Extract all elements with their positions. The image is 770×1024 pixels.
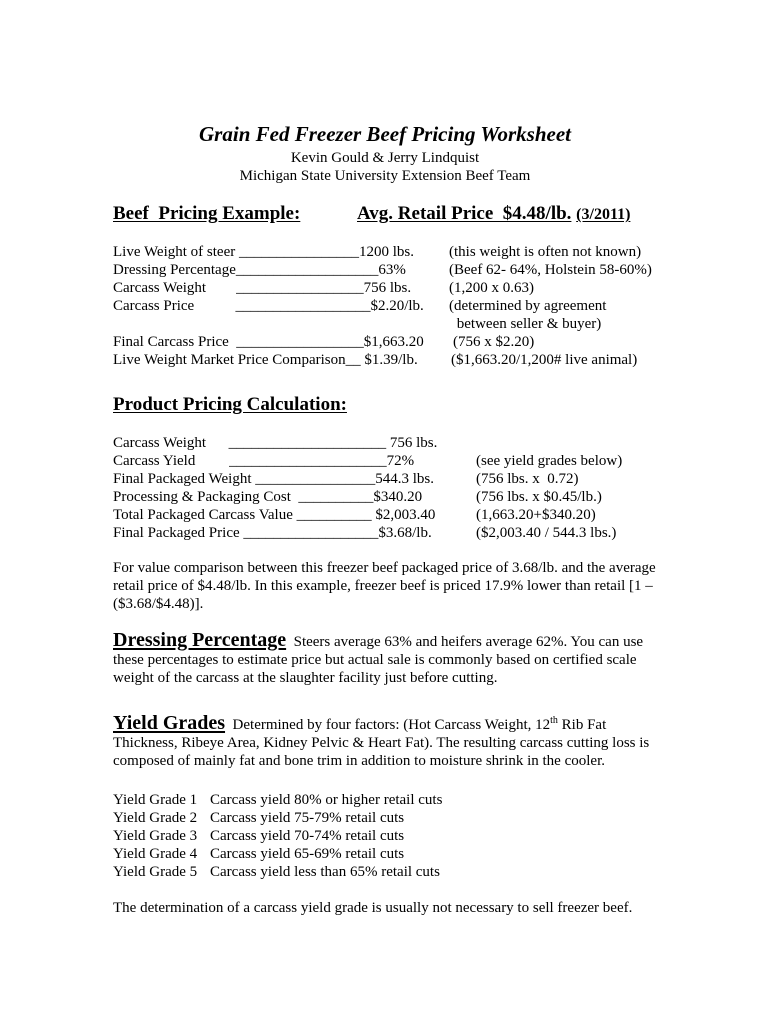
product-row-label: Final Packaged Price __________________$3.68/lb. [113,525,432,541]
authors: Kevin Gould & Jerry Lindquist [290,150,480,166]
example-row-note: (756 x $2.20) [453,334,535,350]
yield-grade-label: Yield Grade 2 [113,810,198,826]
yield-grade-desc: Carcass yield 65-69% retail cuts [210,846,405,862]
yield-grade-label: Yield Grade 4 [113,846,198,862]
example-row-label: Final Carcass Price _________________$1,663.20 [113,334,424,350]
product-row-label: Carcass Weight _____________________ 756 lbs. [113,435,438,451]
product-heading: Product Pricing Calculation: [113,394,347,415]
example-row-label: Live Weight of steer ________________1200 lbs. [113,244,414,260]
example-row-note: (Beef 62- 64%, Holstein 58-60%) [449,262,652,278]
example-row-note: ($1,663.20/1,200# live animal) [451,352,638,368]
yield-grade-desc: Carcass yield 70-74% retail cuts [210,828,405,844]
organization: Michigan State University Extension Beef Team [239,168,531,184]
yield-text-b: Rib Fat Thickness, Ribeye Area, Kidney Pelvic & Heart Fat). The resulting carcass cutting loss is composed of mainly fat and bone trim in addition to moisture shrink in the cooler. [113,717,650,769]
yield-grade-desc: Carcass yield less than 65% retail cuts [210,864,440,880]
page-title: Grain Fed Freezer Beef Pricing Worksheet [199,122,571,146]
product-row-label: Total Packaged Carcass Value __________ $2,003.40 [113,507,436,523]
dressing-text: Steers average 63% and heifers average 62%. You can use these percentages to estimate price but actual sale is commonly based on certified scale weight of the carcass at the slaughter facility just before cutting. [113,634,644,686]
example-heading: Beef Pricing Example: [113,203,301,224]
example-row-note: (determined by agreement [449,298,607,314]
yield-superscript: th [550,715,558,726]
yield-text-a: Determined by four factors: (Hot Carcass Weight, 12 [232,717,551,733]
product-row-label: Carcass Yield _____________________72% [113,453,415,469]
example-row-label: Live Weight Market Price Comparison__ $1.39/lb. [113,352,418,368]
product-row-note: ($2,003.40 / 544.3 lbs.) [476,525,617,541]
product-row-label: Processing & Packaging Cost __________$340.20 [113,489,423,505]
product-row-note: (1,663.20+$340.20) [476,507,596,523]
yield-heading: Yield Grades [113,712,226,734]
product-row-label: Final Packaged Weight ________________544.3 lbs. [113,471,434,487]
avg-retail-price [357,202,630,227]
yield-grade-desc: Carcass yield 80% or higher retail cuts [210,792,443,808]
yield-grade-label: Yield Grade 3 [113,828,198,844]
yield-grade-label: Yield Grade 1 [113,792,198,808]
product-row-note: (756 lbs. x $0.45/lb.) [476,489,602,505]
yield-section [113,714,658,770]
yield-footer-note: The determination of a carcass yield grade is usually not necessary to sell freezer beef. [113,900,633,916]
avg-retail-label: Avg. Retail Price $4.48/lb. [357,203,572,224]
comparison-paragraph: For value comparison between this freezer beef packaged price of 3.68/lb. and the average retail price of $4.48/lb. In this example, freezer beef is priced 17.9% lower than retail [1 – ($3.68/$4.48)]. [113,560,656,612]
example-row-label: Carcass Weight _________________756 lbs. [113,280,412,296]
dressing-section [113,631,658,687]
example-row-note: between seller & buyer) [453,316,602,332]
example-date: (3/2011) [576,206,631,223]
example-row-label: Dressing Percentage___________________63% [113,262,406,278]
yield-grade-label: Yield Grade 5 [113,864,198,880]
yield-grade-desc: Carcass yield 75-79% retail cuts [210,810,405,826]
product-row-note: (756 lbs. x 0.72) [476,471,579,487]
dressing-heading: Dressing Percentage [113,629,287,651]
example-row-label: Carcass Price __________________$2.20/lb. [113,298,424,314]
example-row-note: (1,200 x 0.63) [449,280,534,296]
example-row-note: (this weight is often not known) [449,244,642,260]
product-row-note: (see yield grades below) [476,453,623,469]
